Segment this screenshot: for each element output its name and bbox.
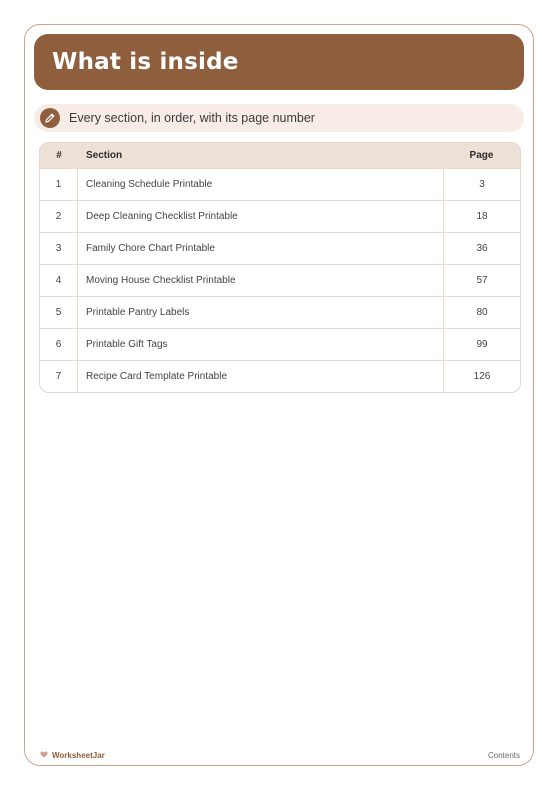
row-section: Recipe Card Template Printable [86,371,228,382]
table-row[interactable] [40,328,520,360]
row-page: 18 [443,201,520,232]
header-page: Page [469,150,494,161]
table-row[interactable] [40,168,520,200]
pencil-icon [40,108,60,128]
row-num: 4 [40,265,78,296]
row-num: 1 [40,169,78,200]
footer-section-label: Contents [487,751,520,760]
header-section: Section [86,150,123,161]
table-row[interactable] [40,296,520,328]
subtitle-bar [34,104,524,132]
row-page: 3 [443,169,520,200]
header-banner [34,34,524,90]
page-frame [24,24,534,766]
table-header [40,143,520,168]
brand-name: WorksheetJar [52,751,105,760]
row-section: Printable Pantry Labels [86,307,190,318]
table-row[interactable] [40,360,520,392]
row-page: 99 [443,329,520,360]
footer-brand [40,751,105,760]
page-title: What is inside [52,49,239,75]
row-num: 6 [40,329,78,360]
table-row[interactable] [40,232,520,264]
heart-icon [40,751,48,760]
row-page: 126 [443,361,520,392]
row-num: 2 [40,201,78,232]
row-num: 5 [40,297,78,328]
table-row[interactable] [40,200,520,232]
row-page: 80 [443,297,520,328]
row-section: Family Chore Chart Printable [86,243,215,254]
subtitle-text: Every section, in order, with its page number [69,111,315,125]
row-section: Printable Gift Tags [86,339,168,350]
row-num: 7 [40,361,78,392]
header-num: # [56,150,62,161]
row-page: 57 [443,265,520,296]
contents-table [39,142,521,393]
row-page: 36 [443,233,520,264]
row-section: Cleaning Schedule Printable [86,179,213,190]
row-section: Moving House Checklist Printable [86,275,236,286]
table-row[interactable] [40,264,520,296]
row-section: Deep Cleaning Checklist Printable [86,211,238,222]
row-num: 3 [40,233,78,264]
